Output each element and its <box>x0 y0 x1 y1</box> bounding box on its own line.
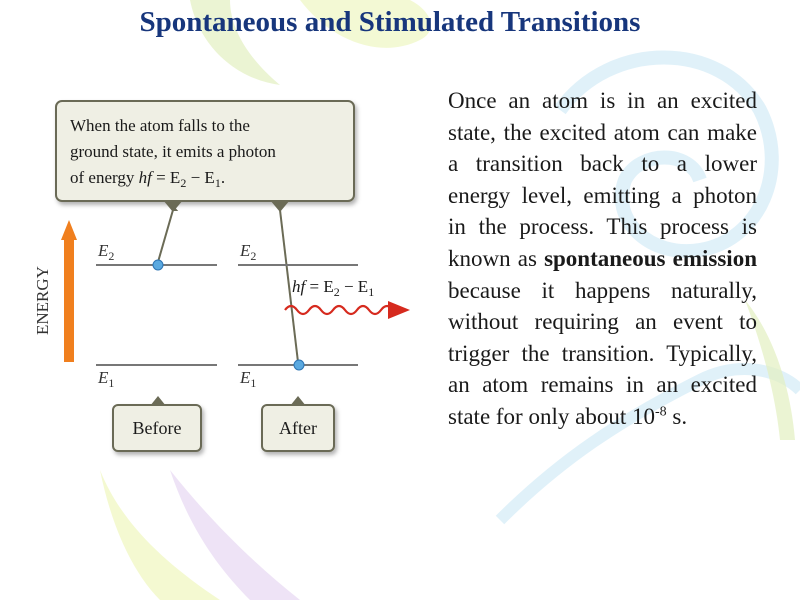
paragraph-bold-term: spontaneous emission <box>544 245 757 271</box>
energy-arrow-shaft <box>64 238 74 362</box>
svg-text:When the atom falls to the <box>70 116 250 135</box>
paragraph-text-2: because it happens naturally, without requiring an event to trigger the transition. Typically, an atom remains in an excited state for only about 10 <box>448 277 757 429</box>
atom-ground <box>294 360 304 370</box>
photon-energy-label: hf = $E_2 - E_1$ <box>292 277 375 299</box>
before-e2-label: $E_2$ <box>98 241 115 263</box>
callout-line-2: ground state, it emits a photon <box>70 142 276 161</box>
after-e2-label: $E_2$ <box>240 241 257 263</box>
after-box-notch <box>290 396 306 406</box>
slide-title: Spontaneous and Stimulated Transitions <box>139 6 641 38</box>
before-e1-label: $E_1$ <box>98 368 115 390</box>
paragraph-text-1: Once an atom is in an excited state, the excited atom can make a transition back to a lower energy level, emitting a photon in the process. This process is known as <box>448 88 757 271</box>
after-label: After <box>279 418 317 438</box>
before-box-notch <box>150 396 166 406</box>
before-label: Before <box>132 418 182 438</box>
energy-axis-label: ENERGY <box>33 266 52 335</box>
photon-arrow-head <box>388 301 410 319</box>
photon-wave <box>285 306 393 314</box>
after-e1-label: $E_1$ <box>240 368 257 390</box>
callout-line-1: When the atom falls to the <box>70 116 250 135</box>
energy-arrow-head <box>61 220 77 240</box>
callout-notch-left <box>163 200 183 212</box>
callout-line-3: of energy hf = $E_2 - E_1$. <box>70 168 226 190</box>
svg-text:ground state, it emits a photo <box>70 142 276 161</box>
paragraph-text-3: s. <box>666 403 688 429</box>
paragraph-exponent: -8 <box>654 404 667 420</box>
explanation-paragraph <box>448 85 757 433</box>
atom-excited <box>153 260 163 270</box>
